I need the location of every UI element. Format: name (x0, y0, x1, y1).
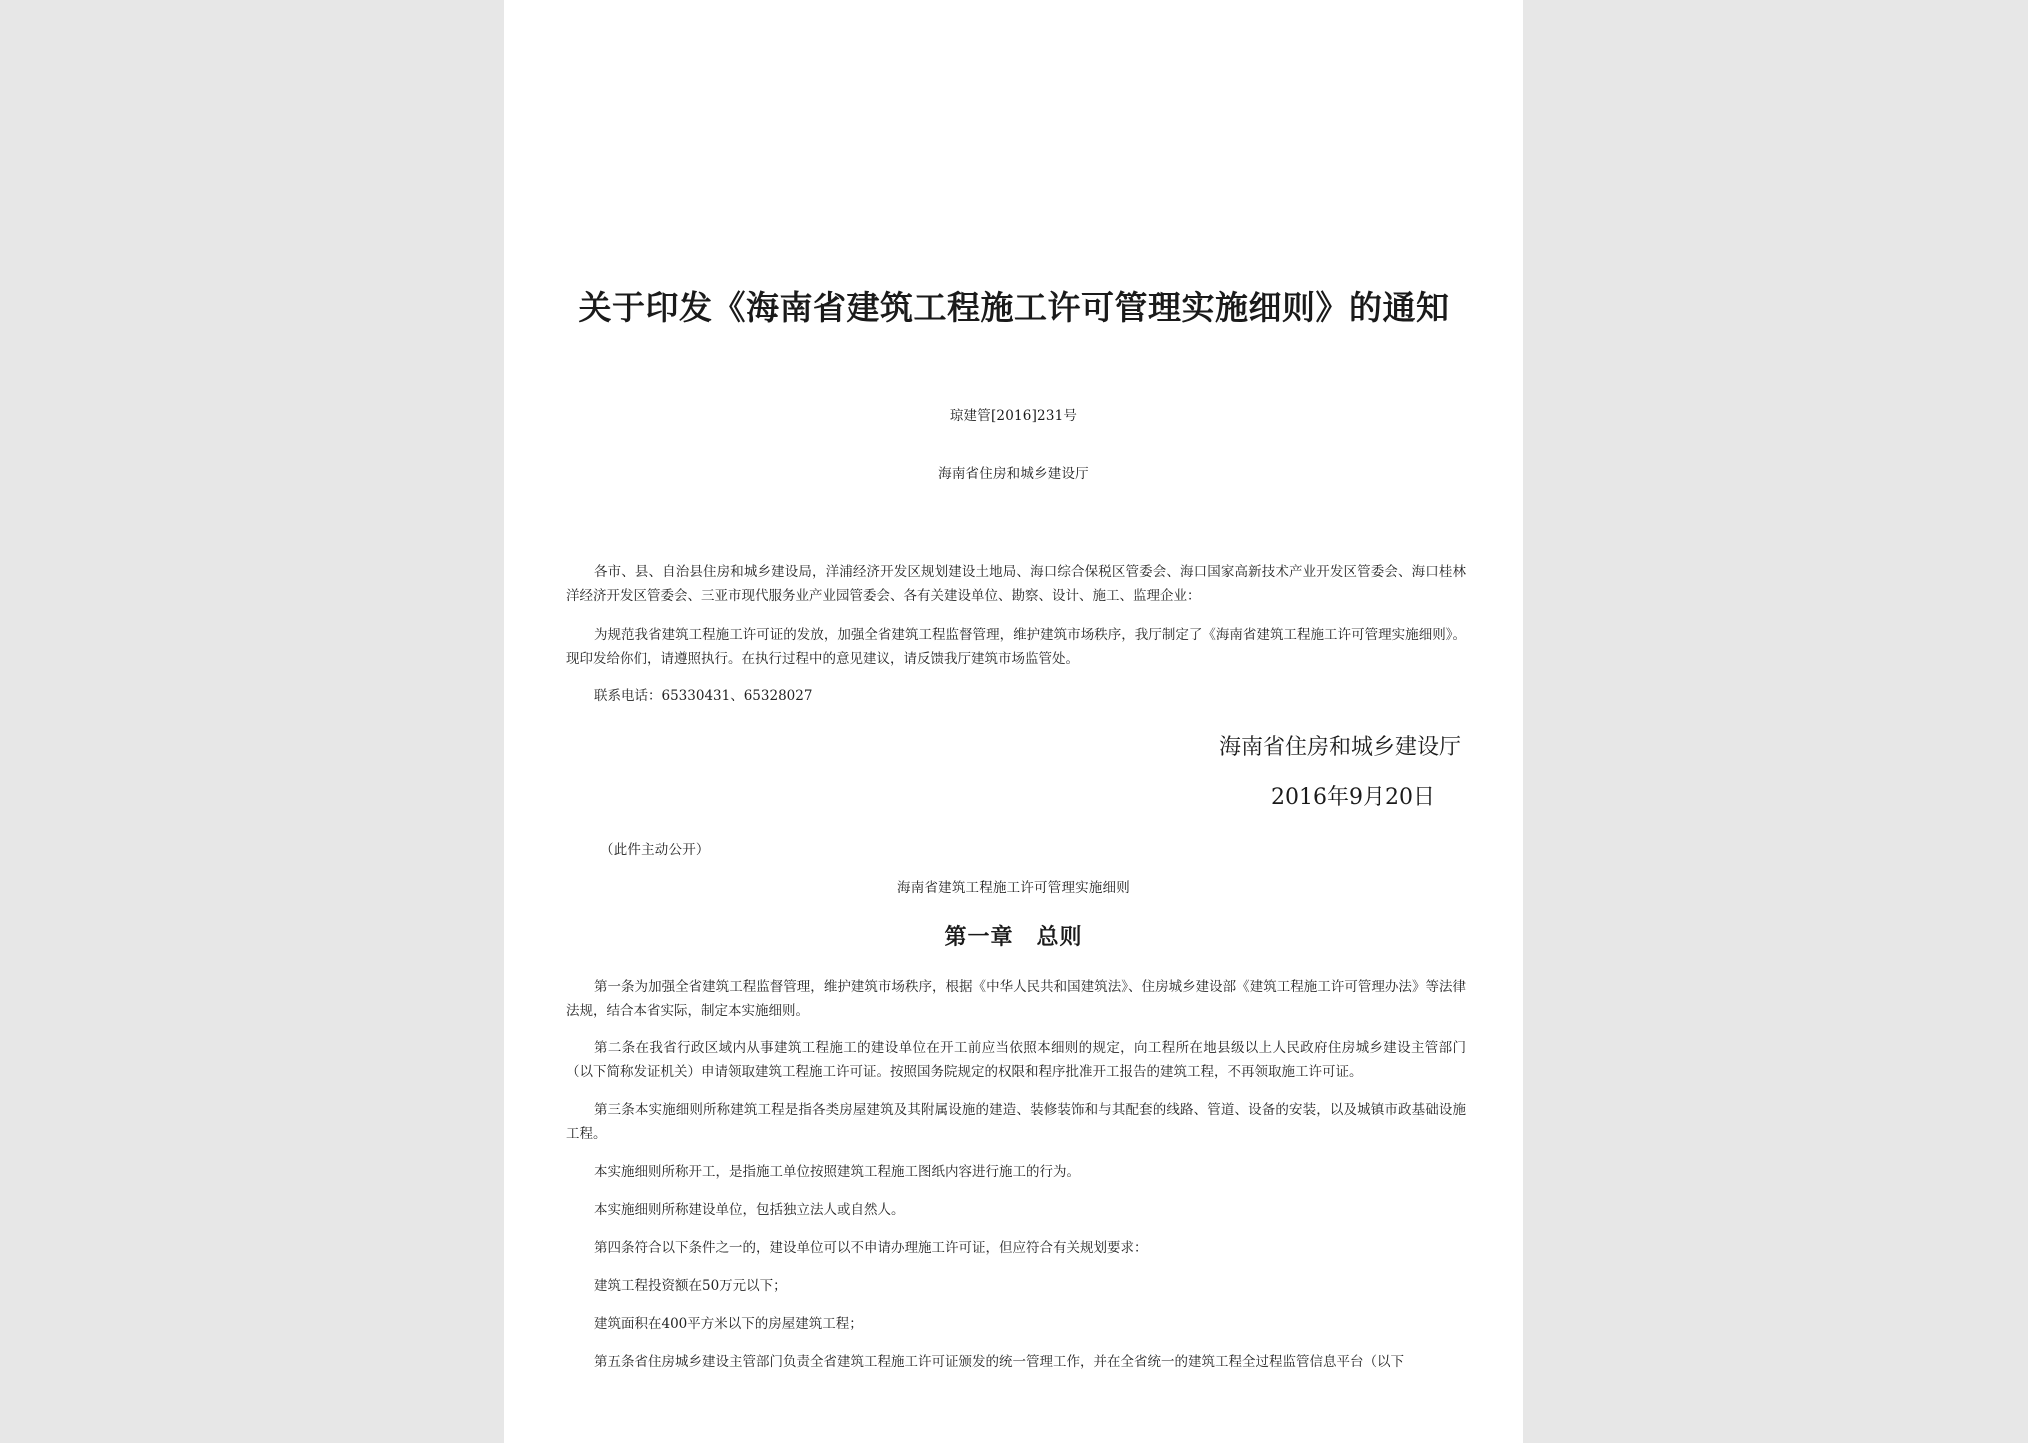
attachment-title: 海南省建筑工程施工许可管理实施细则 (897, 880, 1130, 896)
article-paragraph: 第二条在我省行政区域内从事建筑工程施工的建设单位在开工前应当依照本细则的规定，向工程所在地县级以上人民政府住房城乡建设主管部门（以下简称发证机关）申请领取建筑工程施工许可证。按照国务院规定的权限和程序批准开工报告的建筑工程，不再领取施工许可证。 (566, 1040, 1466, 1080)
disclosure-note: （此件主动公开） (600, 842, 710, 858)
document-number: 琼建管[2016]231号 (949, 408, 1078, 424)
contact-line: 联系电话：65330431、65328027 (594, 688, 813, 704)
article-paragraph: 第四条符合以下条件之一的，建设单位可以不申请办理施工许可证，但应符合有关规划要求： (594, 1240, 1148, 1256)
signature-issuer: 海南省住房和城乡建设厅 (1218, 735, 1461, 760)
article-paragraph: 建筑工程投资额在50万元以下； (594, 1278, 787, 1294)
article-paragraph: 第三条本实施细则所称建筑工程是指各类房屋建筑及其附属设施的建造、装修装饰和与其配套的线路、管道、设备的安装，以及城镇市政基础设施工程。 (566, 1102, 1466, 1142)
body-paragraph: 为规范我省建筑工程施工许可证的发放，加强全省建筑工程监督管理，维护建筑市场秩序，我厅制定了《海南省建筑工程施工许可管理实施细则》。现印发给你们，请遵照执行。在执行过程中的意见建议，请反馈我厅建筑市场监管处。 (566, 627, 1466, 667)
issuer-name: 海南省住房和城乡建设厅 (938, 466, 1089, 482)
signature-date: 2016年9月20日 (1271, 785, 1435, 810)
document-page (504, 0, 1523, 1443)
article-paragraph: 本实施细则所称开工，是指施工单位按照建筑工程施工图纸内容进行施工的行为。 (594, 1164, 1080, 1180)
article-paragraph: 第一条为加强全省建筑工程监督管理，维护建筑市场秩序，根据《中华人民共和国建筑法》、住房城乡建设部《建筑工程施工许可管理办法》等法律法规，结合本省实际，制定本实施细则。 (566, 979, 1466, 1019)
chapter-heading: 第一章 总则 (944, 924, 1083, 950)
document-title: 关于印发《海南省建筑工程施工许可管理实施细则》的通知 (578, 288, 1450, 327)
article-paragraph: 第五条省住房城乡建设主管部门负责全省建筑工程施工许可证颁发的统一管理工作，并在全省统一的建筑工程全过程监管信息平台（以下 (594, 1354, 1404, 1370)
recipients-paragraph: 各市、县、自治县住房和城乡建设局，洋浦经济开发区规划建设土地局、海口综合保税区管委会、海口国家高新技术产业开发区管委会、海口桂林洋经济开发区管委会、三亚市现代服务业产业园管委会、各有关建设单位、勘察、设计、施工、监理企业： (566, 564, 1466, 604)
article-paragraph: 本实施细则所称建设单位，包括独立法人或自然人。 (594, 1202, 905, 1218)
article-paragraph: 建筑面积在400平方米以下的房屋建筑工程； (594, 1316, 863, 1332)
